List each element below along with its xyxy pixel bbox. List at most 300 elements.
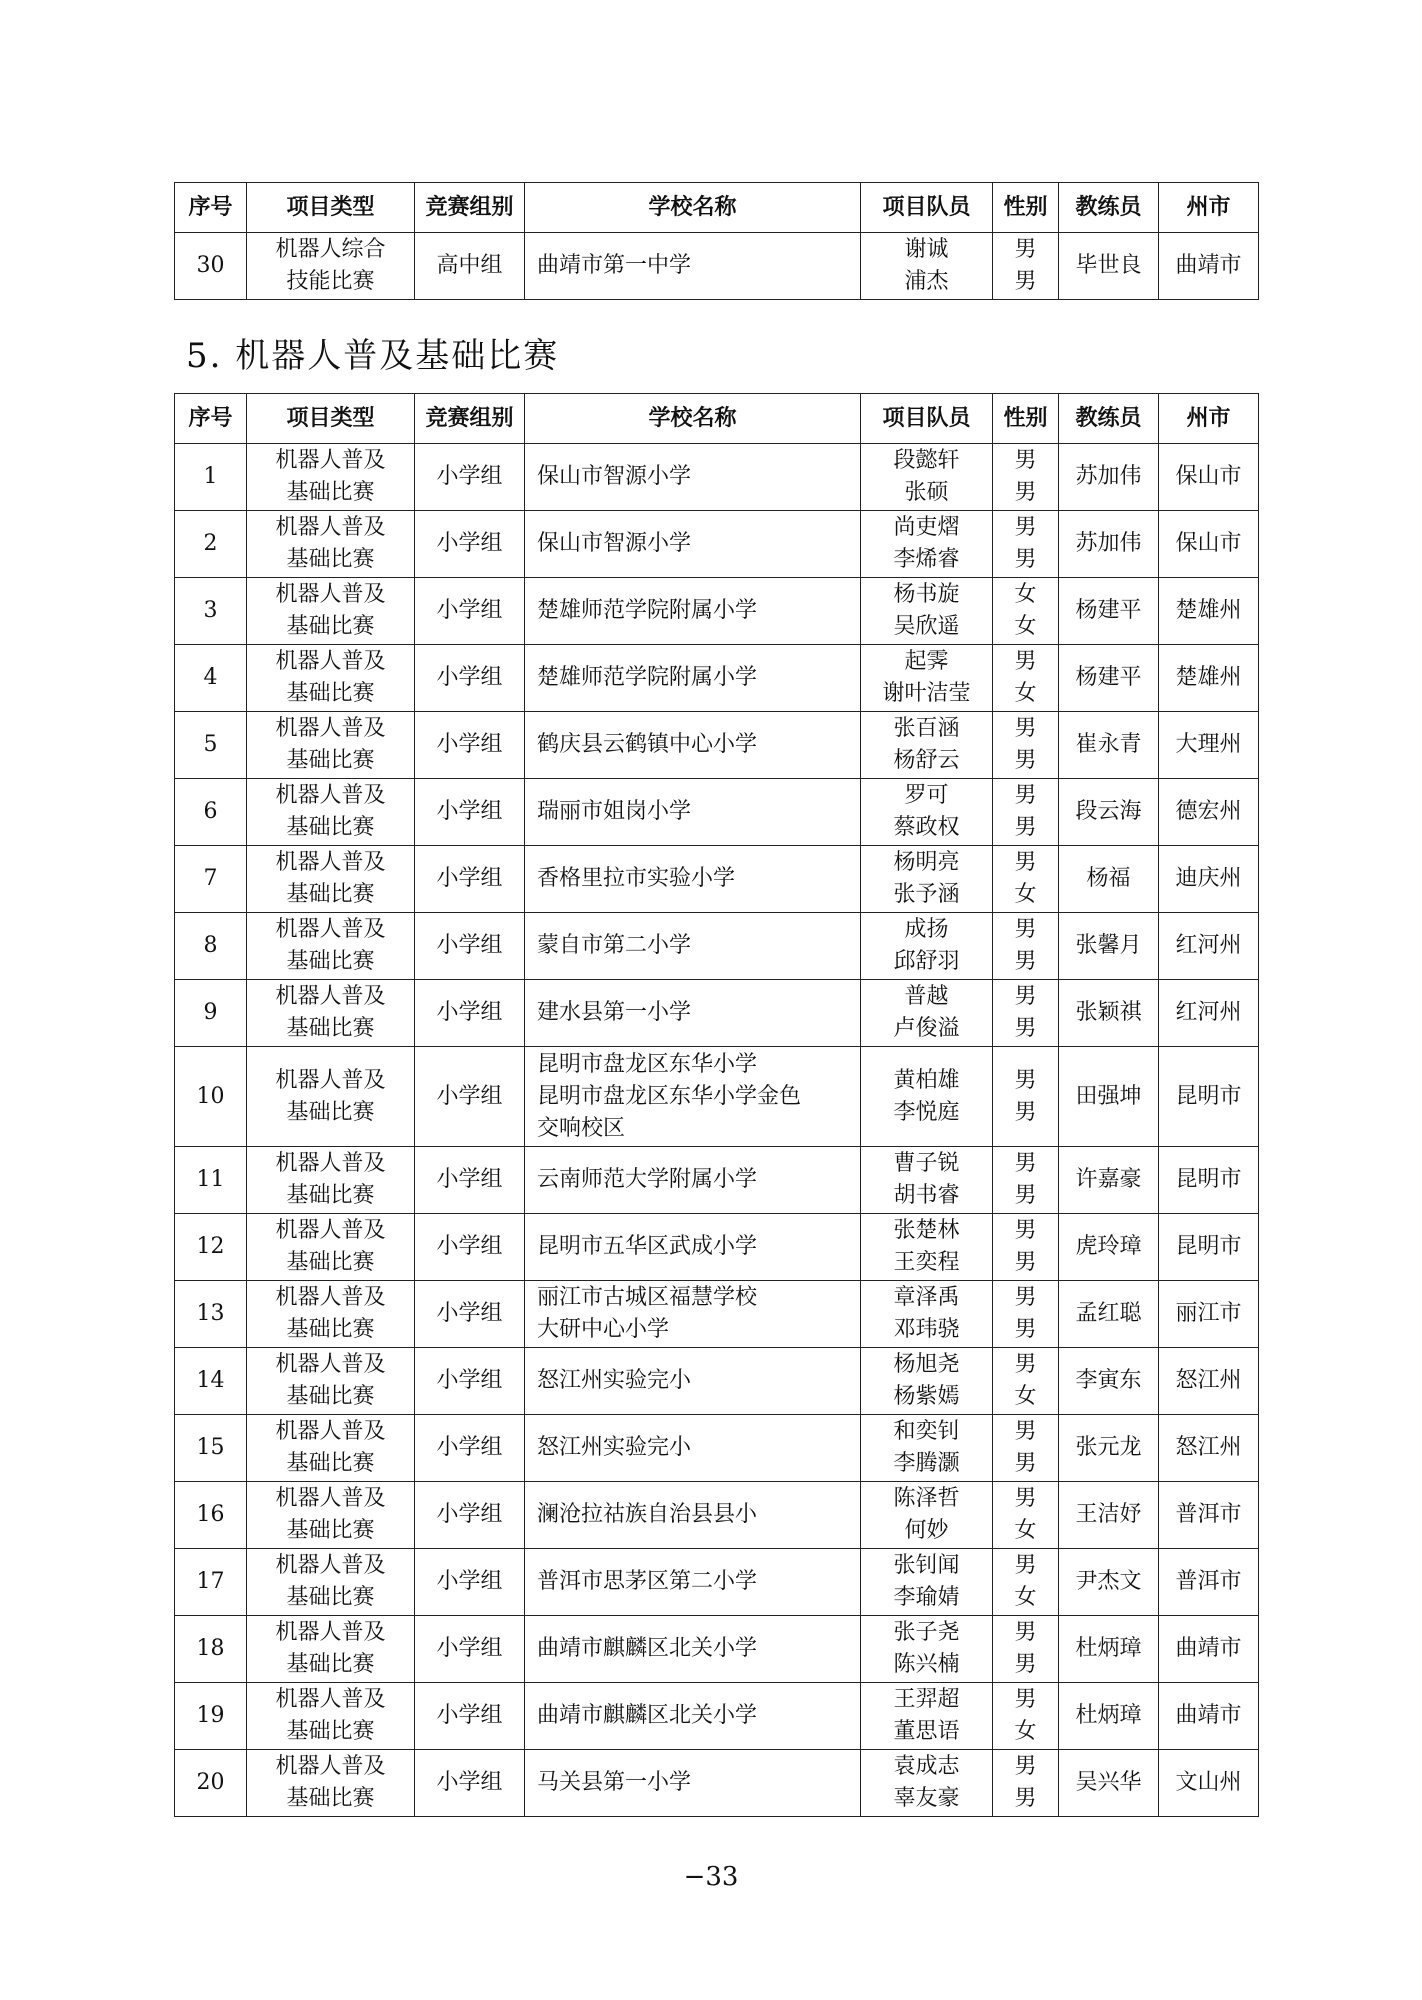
gender-line: 男 <box>1014 1687 1037 1712</box>
city: 普洱市 <box>1159 1482 1259 1549</box>
project-type-line: 机器人普及 <box>275 783 386 808</box>
team-members-line: 谢诚 <box>904 237 949 262</box>
team-members-line: 陈兴楠 <box>893 1652 960 1677</box>
table-row <box>175 1683 1259 1750</box>
table-row <box>175 444 1259 511</box>
project-type-line: 基础比赛 <box>286 614 375 639</box>
project-type-line: 基础比赛 <box>286 1451 375 1476</box>
gender-line: 男 <box>1014 783 1037 808</box>
gender-line: 女 <box>1014 681 1037 706</box>
gender <box>993 578 1059 645</box>
gender-line: 男 <box>1014 1352 1037 1377</box>
row-number: 6 <box>175 779 247 846</box>
project-type-line: 基础比赛 <box>286 1652 375 1677</box>
gender-line: 女 <box>1014 1384 1037 1409</box>
page-number: −33 <box>683 1862 739 1892</box>
gender-line: 男 <box>1014 547 1037 572</box>
gender-line: 男 <box>1014 984 1037 1009</box>
project-type <box>247 1616 415 1683</box>
school-name <box>525 712 861 779</box>
team-members-line: 蔡政权 <box>893 815 960 840</box>
team-members-line: 普越 <box>904 984 949 1009</box>
team-members <box>861 846 993 913</box>
team-members-line: 王奕程 <box>893 1250 960 1275</box>
coach: 尹杰文 <box>1059 1549 1159 1616</box>
gender <box>993 1281 1059 1348</box>
city: 文山州 <box>1159 1750 1259 1817</box>
table-row <box>175 1047 1259 1147</box>
main-table-body <box>175 444 1259 1817</box>
gender <box>993 913 1059 980</box>
gender-line: 男 <box>1014 850 1037 875</box>
table-row <box>175 1281 1259 1348</box>
gender-line: 男 <box>1014 649 1037 674</box>
gender <box>993 1750 1059 1817</box>
school-name <box>525 1482 861 1549</box>
gender-line: 男 <box>1014 1250 1037 1275</box>
team-members <box>861 1750 993 1817</box>
school-name-line: 楚雄师范学院附属小学 <box>537 598 758 623</box>
school-name <box>525 1281 861 1348</box>
city: 大理州 <box>1159 712 1259 779</box>
team-members-line: 章泽禹 <box>893 1285 960 1310</box>
school-name <box>525 1214 861 1281</box>
column-header: 教练员 <box>1059 183 1159 233</box>
competition-group: 小学组 <box>415 444 525 511</box>
gender <box>993 980 1059 1047</box>
project-type <box>247 1482 415 1549</box>
school-name-line: 楚雄师范学院附属小学 <box>537 665 758 690</box>
project-type-line: 基础比赛 <box>286 1099 375 1125</box>
project-type-line: 机器人普及 <box>275 515 386 540</box>
school-name-line: 丽江市古城区福慧学校 <box>537 1285 758 1310</box>
competition-group: 小学组 <box>415 980 525 1047</box>
project-type <box>247 846 415 913</box>
row-number: 17 <box>175 1549 247 1616</box>
team-members-line: 卢俊溢 <box>893 1016 960 1041</box>
competition-group: 小学组 <box>415 1750 525 1817</box>
city: 迪庆州 <box>1159 846 1259 913</box>
gender <box>993 1047 1059 1147</box>
coach: 虎玲璋 <box>1059 1214 1159 1281</box>
team-members-line: 李烯睿 <box>893 547 960 572</box>
team-members <box>861 1147 993 1214</box>
project-type-line: 机器人普及 <box>275 917 386 942</box>
competition-group: 小学组 <box>415 1214 525 1281</box>
project-type-line: 基础比赛 <box>286 1719 375 1744</box>
row-number: 4 <box>175 645 247 712</box>
gender <box>993 1147 1059 1214</box>
team-members-line: 杨舒云 <box>893 748 960 773</box>
team-members-line: 何妙 <box>904 1518 949 1543</box>
gender-line: 女 <box>1014 1518 1037 1543</box>
city: 丽江市 <box>1159 1281 1259 1348</box>
table-header-row <box>175 394 1259 444</box>
competition-group: 小学组 <box>415 1348 525 1415</box>
project-type-line: 基础比赛 <box>286 949 375 974</box>
gender-line: 男 <box>1014 1486 1037 1511</box>
school-name-line: 云南师范大学附属小学 <box>537 1167 758 1192</box>
team-members <box>861 511 993 578</box>
project-type <box>247 913 415 980</box>
table-header-row <box>175 183 1259 233</box>
school-name-line: 曲靖市麒麟区北关小学 <box>537 1703 758 1728</box>
school-name-line: 大研中心小学 <box>537 1317 670 1342</box>
gender-line: 男 <box>1014 1553 1037 1578</box>
gender-line: 女 <box>1014 582 1037 607</box>
project-type-line: 机器人普及 <box>275 1151 386 1176</box>
gender-line: 男 <box>1014 1151 1037 1176</box>
school-name-line: 蒙自市第二小学 <box>537 933 692 958</box>
city: 楚雄州 <box>1159 578 1259 645</box>
project-type-line: 机器人普及 <box>275 1218 386 1243</box>
school-name-line: 交响校区 <box>537 1115 626 1141</box>
team-members-line: 成扬 <box>904 917 949 942</box>
gender-line: 男 <box>1014 515 1037 540</box>
school-name-line: 保山市智源小学 <box>537 531 692 556</box>
gender <box>993 1549 1059 1616</box>
city: 保山市 <box>1159 511 1259 578</box>
school-name <box>525 1348 861 1415</box>
school-name-line: 曲靖市麒麟区北关小学 <box>537 1636 758 1661</box>
coach: 杨建平 <box>1059 645 1159 712</box>
gender <box>993 1683 1059 1750</box>
competition-group: 小学组 <box>415 1047 525 1147</box>
city: 怒江州 <box>1159 1415 1259 1482</box>
team-members-line: 王羿超 <box>893 1687 960 1712</box>
gender <box>993 846 1059 913</box>
gender-line: 男 <box>1014 1016 1037 1041</box>
school-name-line: 瑞丽市姐岗小学 <box>537 799 692 824</box>
column-header: 项目队员 <box>861 394 993 444</box>
coach: 张馨月 <box>1059 913 1159 980</box>
school-name <box>525 1616 861 1683</box>
gender <box>993 233 1059 300</box>
section-title: 5. 机器人普及基础比赛 <box>186 336 560 376</box>
project-type-line: 基础比赛 <box>286 1317 375 1342</box>
project-type <box>247 779 415 846</box>
gender-line: 男 <box>1014 448 1037 473</box>
project-type <box>247 1147 415 1214</box>
project-type-line: 机器人普及 <box>275 1285 386 1310</box>
competition-group: 小学组 <box>415 712 525 779</box>
project-type-line: 机器人综合 <box>275 237 386 262</box>
table-row <box>175 511 1259 578</box>
table-row <box>175 1147 1259 1214</box>
school-name-line: 澜沧拉祜族自治县县小 <box>537 1502 758 1527</box>
coach: 王洁妤 <box>1059 1482 1159 1549</box>
gender-line: 男 <box>1014 1317 1037 1342</box>
table-row <box>175 1482 1259 1549</box>
table-row <box>175 1214 1259 1281</box>
team-members <box>861 578 993 645</box>
project-type <box>247 444 415 511</box>
gender-line: 男 <box>1014 1419 1037 1444</box>
gender-line: 女 <box>1014 1719 1037 1744</box>
project-type-line: 机器人普及 <box>275 1620 386 1645</box>
top-table <box>174 182 1259 300</box>
team-members-line: 张百涵 <box>893 716 960 741</box>
team-members <box>861 779 993 846</box>
gender-line: 女 <box>1014 882 1037 907</box>
city: 曲靖市 <box>1159 233 1259 300</box>
row-number: 11 <box>175 1147 247 1214</box>
main-table <box>174 393 1259 1817</box>
team-members-line: 张硕 <box>904 480 949 505</box>
row-number: 13 <box>175 1281 247 1348</box>
competition-group: 高中组 <box>415 233 525 300</box>
team-members-line: 曹子锐 <box>893 1151 960 1176</box>
competition-group: 小学组 <box>415 1482 525 1549</box>
team-members-line: 谢叶洁莹 <box>882 681 971 706</box>
gender-line: 男 <box>1014 1183 1037 1208</box>
gender-line: 男 <box>1014 269 1037 294</box>
team-members-line: 胡书睿 <box>893 1183 960 1208</box>
top-table-body <box>175 233 1259 300</box>
column-header: 项目类型 <box>247 183 415 233</box>
project-type-line: 基础比赛 <box>286 815 375 840</box>
column-header: 竞赛组别 <box>415 394 525 444</box>
school-name-line: 香格里拉市实验小学 <box>537 866 736 891</box>
gender-line: 男 <box>1014 1652 1037 1677</box>
school-name-line: 昆明市盘龙区东华小学金色 <box>537 1083 802 1109</box>
project-type <box>247 712 415 779</box>
school-name <box>525 846 861 913</box>
gender-line: 男 <box>1014 1099 1037 1125</box>
school-name-line: 怒江州实验完小 <box>537 1435 692 1460</box>
team-members <box>861 1281 993 1348</box>
gender <box>993 1616 1059 1683</box>
table-row <box>175 1348 1259 1415</box>
project-type-line: 机器人普及 <box>275 1419 386 1444</box>
row-number: 5 <box>175 712 247 779</box>
team-members <box>861 1214 993 1281</box>
city: 怒江州 <box>1159 1348 1259 1415</box>
city: 昆明市 <box>1159 1147 1259 1214</box>
school-name <box>525 511 861 578</box>
table-row <box>175 1750 1259 1817</box>
project-type-line: 基础比赛 <box>286 748 375 773</box>
team-members-line: 董思语 <box>893 1719 960 1744</box>
team-members <box>861 444 993 511</box>
project-type <box>247 1750 415 1817</box>
project-type-line: 基础比赛 <box>286 681 375 706</box>
team-members <box>861 1549 993 1616</box>
column-header: 学校名称 <box>525 394 861 444</box>
gender-line: 男 <box>1014 949 1037 974</box>
team-members-line: 和奕钊 <box>893 1419 960 1444</box>
gender <box>993 712 1059 779</box>
team-members-line: 李腾灏 <box>893 1451 960 1476</box>
team-members-line: 邱舒羽 <box>893 949 960 974</box>
gender-line: 男 <box>1014 1218 1037 1243</box>
team-members-line: 浦杰 <box>904 269 949 294</box>
coach: 苏加伟 <box>1059 511 1159 578</box>
table-row <box>175 1549 1259 1616</box>
school-name <box>525 1750 861 1817</box>
gender-line: 男 <box>1014 748 1037 773</box>
gender <box>993 1348 1059 1415</box>
city: 昆明市 <box>1159 1214 1259 1281</box>
gender <box>993 1415 1059 1482</box>
competition-group: 小学组 <box>415 1616 525 1683</box>
school-name <box>525 1549 861 1616</box>
project-type-line: 基础比赛 <box>286 1016 375 1041</box>
gender <box>993 779 1059 846</box>
competition-group: 小学组 <box>415 1147 525 1214</box>
coach: 张元龙 <box>1059 1415 1159 1482</box>
team-members-line: 张楚林 <box>893 1218 960 1243</box>
project-type <box>247 1214 415 1281</box>
row-number: 16 <box>175 1482 247 1549</box>
project-type-line: 机器人普及 <box>275 1486 386 1511</box>
table-row <box>175 578 1259 645</box>
team-members <box>861 1616 993 1683</box>
team-members <box>861 913 993 980</box>
project-type-line: 基础比赛 <box>286 547 375 572</box>
gender-line: 男 <box>1014 1786 1037 1811</box>
project-type-line: 机器人普及 <box>275 1352 386 1377</box>
city: 普洱市 <box>1159 1549 1259 1616</box>
project-type-line: 基础比赛 <box>286 1183 375 1208</box>
gender-line: 女 <box>1014 614 1037 639</box>
team-members-line: 张予涵 <box>893 882 960 907</box>
school-name-line: 昆明市盘龙区东华小学 <box>537 1051 758 1077</box>
team-members-line: 辜友豪 <box>893 1786 960 1811</box>
competition-group: 小学组 <box>415 645 525 712</box>
row-number: 20 <box>175 1750 247 1817</box>
coach: 杨福 <box>1059 846 1159 913</box>
school-name-line: 怒江州实验完小 <box>537 1368 692 1393</box>
school-name-line: 普洱市思茅区第二小学 <box>537 1569 758 1594</box>
column-header: 序号 <box>175 394 247 444</box>
gender-line: 男 <box>1014 1067 1037 1093</box>
gender-line: 女 <box>1014 1585 1037 1610</box>
team-members-line: 袁成志 <box>893 1754 960 1779</box>
team-members <box>861 1047 993 1147</box>
gender <box>993 511 1059 578</box>
competition-group: 小学组 <box>415 779 525 846</box>
column-header: 教练员 <box>1059 394 1159 444</box>
table-row <box>175 846 1259 913</box>
competition-group: 小学组 <box>415 511 525 578</box>
school-name <box>525 980 861 1047</box>
gender <box>993 1482 1059 1549</box>
school-name-line: 马关县第一小学 <box>537 1770 692 1795</box>
school-name-line: 建水县第一小学 <box>537 1000 692 1025</box>
team-members <box>861 712 993 779</box>
project-type-line: 机器人普及 <box>275 850 386 875</box>
competition-group: 小学组 <box>415 1683 525 1750</box>
team-members-line: 段懿轩 <box>893 448 960 473</box>
row-number: 12 <box>175 1214 247 1281</box>
competition-group: 小学组 <box>415 578 525 645</box>
competition-group: 小学组 <box>415 846 525 913</box>
coach: 张颖祺 <box>1059 980 1159 1047</box>
row-number: 8 <box>175 913 247 980</box>
team-members-line: 杨书旋 <box>893 582 960 607</box>
team-members-line: 邓玮骁 <box>893 1317 960 1342</box>
column-header: 性别 <box>993 183 1059 233</box>
project-type <box>247 1047 415 1147</box>
coach: 孟红聪 <box>1059 1281 1159 1348</box>
school-name <box>525 1683 861 1750</box>
table-row <box>175 645 1259 712</box>
school-name <box>525 444 861 511</box>
school-name <box>525 233 861 300</box>
row-number: 2 <box>175 511 247 578</box>
gender-line: 男 <box>1014 716 1037 741</box>
project-type <box>247 1415 415 1482</box>
project-type <box>247 578 415 645</box>
project-type <box>247 1348 415 1415</box>
team-members-line: 杨紫嫣 <box>893 1384 960 1409</box>
school-name <box>525 779 861 846</box>
table-row <box>175 980 1259 1047</box>
project-type <box>247 233 415 300</box>
school-name <box>525 1147 861 1214</box>
team-members-line: 杨明亮 <box>893 850 960 875</box>
competition-group: 小学组 <box>415 1549 525 1616</box>
project-type-line: 机器人普及 <box>275 1687 386 1712</box>
school-name-line: 昆明市五华区武成小学 <box>537 1234 758 1259</box>
project-type-line: 机器人普及 <box>275 716 386 741</box>
team-members <box>861 1683 993 1750</box>
school-name-line: 曲靖市第一中学 <box>537 253 692 278</box>
team-members <box>861 233 993 300</box>
row-number: 3 <box>175 578 247 645</box>
school-name <box>525 1047 861 1147</box>
row-number: 7 <box>175 846 247 913</box>
row-number: 9 <box>175 980 247 1047</box>
city: 红河州 <box>1159 980 1259 1047</box>
project-type-line: 机器人普及 <box>275 984 386 1009</box>
coach: 杜炳璋 <box>1059 1616 1159 1683</box>
table-row <box>175 1415 1259 1482</box>
row-number: 19 <box>175 1683 247 1750</box>
table-row <box>175 779 1259 846</box>
team-members <box>861 645 993 712</box>
gender-line: 男 <box>1014 480 1037 505</box>
row-number: 18 <box>175 1616 247 1683</box>
coach: 杜炳璋 <box>1059 1683 1159 1750</box>
coach: 毕世良 <box>1059 233 1159 300</box>
competition-group: 小学组 <box>415 1415 525 1482</box>
project-type-line: 技能比赛 <box>286 269 375 294</box>
coach: 苏加伟 <box>1059 444 1159 511</box>
project-type-line: 基础比赛 <box>286 1518 375 1543</box>
row-number: 30 <box>175 233 247 300</box>
school-name <box>525 1415 861 1482</box>
team-members-line: 张子尧 <box>893 1620 960 1645</box>
gender-line: 男 <box>1014 237 1037 262</box>
column-header: 竞赛组别 <box>415 183 525 233</box>
coach: 吴兴华 <box>1059 1750 1159 1817</box>
project-type <box>247 1683 415 1750</box>
coach: 田强坤 <box>1059 1047 1159 1147</box>
gender-line: 男 <box>1014 1451 1037 1476</box>
gender <box>993 444 1059 511</box>
gender-line: 男 <box>1014 815 1037 840</box>
project-type-line: 基础比赛 <box>286 1384 375 1409</box>
column-header: 项目队员 <box>861 183 993 233</box>
row-number: 14 <box>175 1348 247 1415</box>
project-type <box>247 511 415 578</box>
gender <box>993 645 1059 712</box>
team-members <box>861 1415 993 1482</box>
project-type <box>247 1281 415 1348</box>
project-type-line: 机器人普及 <box>275 582 386 607</box>
